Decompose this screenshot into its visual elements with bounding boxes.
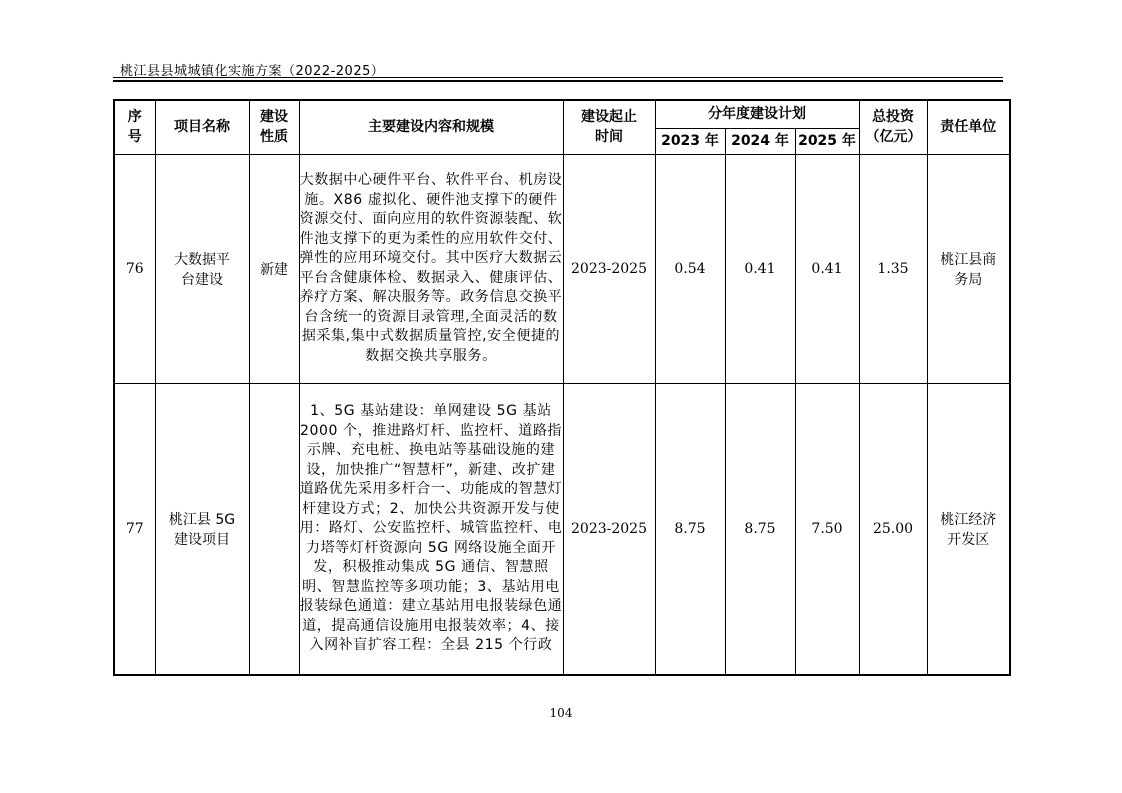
row-seq: 76 [114, 154, 155, 383]
header-year-2023: 2023 年 [655, 128, 725, 154]
row-year-2023: 8.75 [655, 383, 725, 675]
table-row [114, 383, 1010, 675]
header-year-2025: 2025 年 [795, 128, 859, 154]
row-project-name: 大数据平台建设 [155, 154, 249, 383]
row-total: 25.00 [859, 383, 927, 675]
row-responsible-unit: 桃江经济开发区 [927, 383, 1010, 675]
header-project-name: 项目名称 [155, 100, 249, 154]
header-total-investment: 总投资（亿元） [859, 100, 927, 154]
header-year-2024: 2024 年 [725, 128, 795, 154]
row-total: 1.35 [859, 154, 927, 383]
row-period: 2023-2025 [563, 383, 655, 675]
row-responsible-unit: 桃江县商务局 [927, 154, 1010, 383]
page-number: 104 [549, 706, 573, 720]
row-content: 大数据中心硬件平台、软件平台、机房设施。X86 虚拟化、硬件池支撑下的硬件资源交付、面向应用的软件资源装配、软件池支撑下的更为柔性的应用软件交付、弹性的应用环境交付。其中医疗大数据云平台含健康体检、数据录入、健康评估、养疗方案、解决服务等。政务信息交换平台含统一的资源目录管理,全面灵活的数据采集,集中式数据质量管控,安全便捷的数据交换共享服务。 [299, 154, 563, 383]
header-rule-thin [113, 77, 1003, 78]
row-year-2023: 0.54 [655, 154, 725, 383]
row-seq: 77 [114, 383, 155, 675]
row-year-2025: 7.50 [795, 383, 859, 675]
header-row-1 [114, 100, 1010, 128]
project-table [113, 99, 1011, 676]
header-content: 主要建设内容和规模 [299, 100, 563, 154]
row-content: 1、5G 基站建设：单网建设 5G 基站 2000 个，推进路灯杆、监控杆、道路指示牌、充电桩、换电站等基础设施的建设，加快推广“智慧杆”，新建、改扩建道路优先采用多杆合一、功能成的智慧灯杆建设方式；2、加快公共资源开发与使用：路灯、公安监控杆、城管监控杆、电力塔等灯杆资源向 5G 网络设施全面开发，积极推动集成 5G 通信、智慧照明、智慧监控等多项功能；3、基站用电报装绿色通道：建立基站用电报装绿色通道，提高通信设施用电报装效率；4、接入网补盲扩容工程：全县 215 个行政 [299, 383, 563, 675]
header-responsible-unit: 责任单位 [927, 100, 1010, 154]
row-nature: 新建 [249, 154, 299, 383]
table-row [114, 154, 1010, 383]
row-year-2024: 8.75 [725, 383, 795, 675]
row-period: 2023-2025 [563, 154, 655, 383]
row-year-2025: 0.41 [795, 154, 859, 383]
row-project-name: 桃江县 5G 建设项目 [155, 383, 249, 675]
row-year-2024: 0.41 [725, 154, 795, 383]
header-annual-plan: 分年度建设计划 [655, 100, 859, 128]
header-rule-thick [113, 80, 1003, 82]
header-seq: 序号 [114, 100, 155, 154]
row-nature [249, 383, 299, 675]
document-header-title: 桃江县县城城镇化实施方案（2022-2025） [120, 64, 385, 79]
header-period: 建设起止时间 [563, 100, 655, 154]
header-nature: 建设性质 [249, 100, 299, 154]
